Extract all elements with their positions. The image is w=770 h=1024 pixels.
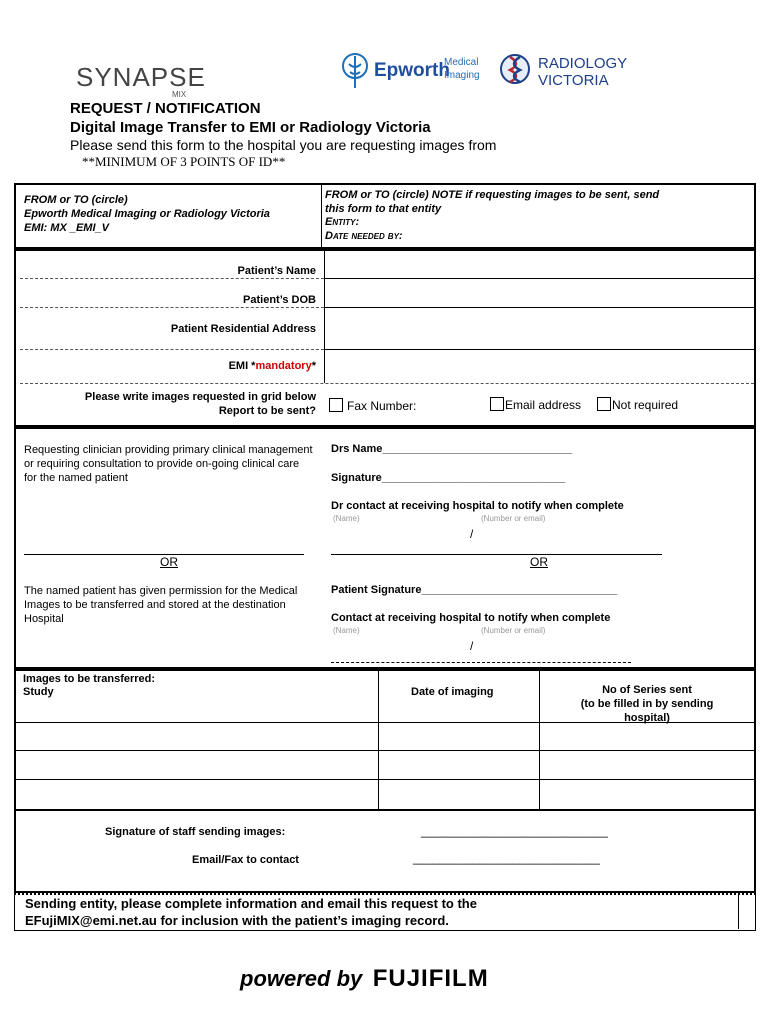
fujifilm-logo: FUJIFILM <box>372 965 489 992</box>
images-col-header-date: Date of imaging <box>411 686 494 698</box>
signature-field[interactable]: Signature______________________________ <box>331 472 566 484</box>
report-not-required-option[interactable] <box>597 397 678 412</box>
images-requested-label: Please write images requested in grid below <box>84 391 316 403</box>
from-to-left-line3: EMI: MX _EMI_V <box>24 222 109 234</box>
images-col-header-series <box>541 683 753 725</box>
patient-dob-field[interactable] <box>326 280 754 306</box>
table-row-1-study[interactable] <box>16 723 377 749</box>
emi-label <box>229 360 316 372</box>
entity-label[interactable]: Entity: <box>325 216 360 228</box>
table-row-2-series[interactable] <box>540 751 754 778</box>
patient-name-label: Patient’s Name <box>237 265 316 277</box>
dr-contact-label: Dr contact at receiving hospital to notify when complete <box>331 500 624 512</box>
contact-number-hint: (Number or email) <box>481 626 546 635</box>
epworth-logo-text: Epworth <box>374 60 450 81</box>
emi-field[interactable] <box>326 351 754 382</box>
table-row-3-series[interactable] <box>540 780 754 809</box>
contact-name-hint: (Name) <box>333 626 360 635</box>
not-required-label: Not required <box>612 398 679 412</box>
form-title: REQUEST / NOTIFICATION <box>70 100 261 117</box>
dr-contact-slash: / <box>470 527 474 541</box>
date-needed-label[interactable]: Date needed by: <box>325 230 403 242</box>
staff-section <box>14 809 756 893</box>
or-right: OR <box>530 555 548 569</box>
from-to-right-line1[interactable]: FROM or TO (circle) NOTE if requesting images to be sent, send <box>325 189 660 201</box>
synapse-logo-sub: MIX <box>172 90 187 99</box>
fax-checkbox[interactable] <box>329 398 343 412</box>
epworth-logo-sub1: Medical <box>444 57 479 68</box>
radiology-victoria-logo <box>500 52 650 92</box>
patient-permission-statement: The named patient has given permission for the Medical Images to be transferred and stored at the destination Hospital <box>24 585 298 625</box>
email-label: Email address <box>505 398 582 412</box>
clinician-statement: Requesting clinician providing primary clinical management or requiring consultation to provide on-going clinical care for the named patient <box>24 444 313 484</box>
radiology-logo-line2: VICTORIA <box>538 72 609 89</box>
patient-name-field[interactable] <box>326 252 754 277</box>
form-subtitle: Digital Image Transfer to EMI or Radiology Victoria <box>70 119 431 136</box>
table-row-2-study[interactable] <box>16 751 377 778</box>
table-row-3-study[interactable] <box>16 780 377 809</box>
table-row-1-series[interactable] <box>540 723 754 749</box>
dr-contact-name-hint: (Name) <box>333 514 360 523</box>
from-to-left-line2[interactable]: Epworth Medical Imaging or Radiology Victoria <box>24 208 270 220</box>
powered-by-text: powered by <box>240 966 363 991</box>
images-col-header-1: Images to be transferred: <box>23 673 156 685</box>
synapse-logo <box>76 62 206 99</box>
images-col-header-study: Study <box>23 686 54 698</box>
table-row-3-date[interactable] <box>379 780 538 809</box>
series-header-line3: hospital) <box>624 712 670 724</box>
series-header-line2: (to be filled in by sending <box>580 698 714 710</box>
dr-contact-field[interactable] <box>331 520 662 552</box>
patient-signature-field[interactable]: Patient Signature________________________________ <box>331 584 618 596</box>
fax-label: Fax Number: <box>347 399 417 413</box>
epworth-emblem-icon <box>340 52 370 90</box>
contact-slash: / <box>470 639 474 653</box>
from-to-right-line2: this form to that entity <box>325 203 442 215</box>
receiving-contact-label: Contact at receiving hospital to notify when complete <box>331 612 611 624</box>
epworth-logo-sub2: Imaging <box>444 70 480 81</box>
emi-mandatory: mandatory <box>255 360 312 372</box>
from-to-left-line1[interactable]: FROM or TO (circle) <box>24 194 128 206</box>
radiology-logo-line1: RADIOLOGY <box>538 55 628 72</box>
staff-signature-field[interactable]: ____________________________ <box>421 824 608 838</box>
footer-note-line2[interactable]: EFujiMIX@emi.net.au for inclusion with the patient’s imaging record. <box>25 913 449 928</box>
footer-note-line1: Sending entity, please complete information and email this request to the <box>25 896 477 911</box>
patient-address-label: Patient Residential Address <box>170 323 316 335</box>
patient-dob-label: Patient’s DOB <box>243 294 316 306</box>
synapse-logo-text: SYNAPSE <box>76 62 206 92</box>
table-row-2-date[interactable] <box>379 751 538 778</box>
dr-contact-number-hint: (Number or email) <box>481 514 546 523</box>
not-required-checkbox[interactable] <box>597 397 611 411</box>
emi-star: * <box>311 360 316 372</box>
report-email-option[interactable] <box>490 397 581 412</box>
powered-by <box>240 965 489 993</box>
drs-name-field[interactable]: Drs Name_______________________________ <box>331 443 573 455</box>
series-header-line1: No of Series sent <box>602 684 692 696</box>
receiving-contact-field[interactable] <box>331 632 631 662</box>
radiology-emblem-icon <box>500 52 530 86</box>
staff-signature-label: Signature of staff sending images: <box>105 826 286 838</box>
report-fax-option[interactable] <box>329 398 416 413</box>
table-row-1-date[interactable] <box>379 723 538 749</box>
emi-label-text: EMI * <box>228 360 256 372</box>
report-to-be-sent-label: Report to be sent? <box>218 405 316 417</box>
or-left: OR <box>160 555 178 569</box>
form-instruction: Please send this form to the hospital you are requesting images from <box>70 137 497 153</box>
epworth-logo <box>340 52 480 92</box>
staff-email-fax-label: Email/Fax to contact <box>192 854 299 866</box>
patient-address-field[interactable] <box>326 309 754 348</box>
staff-email-fax-field[interactable]: ____________________________ <box>413 851 600 865</box>
email-checkbox[interactable] <box>490 397 504 411</box>
id-note: **MINIMUM OF 3 POINTS OF ID** <box>82 154 286 169</box>
